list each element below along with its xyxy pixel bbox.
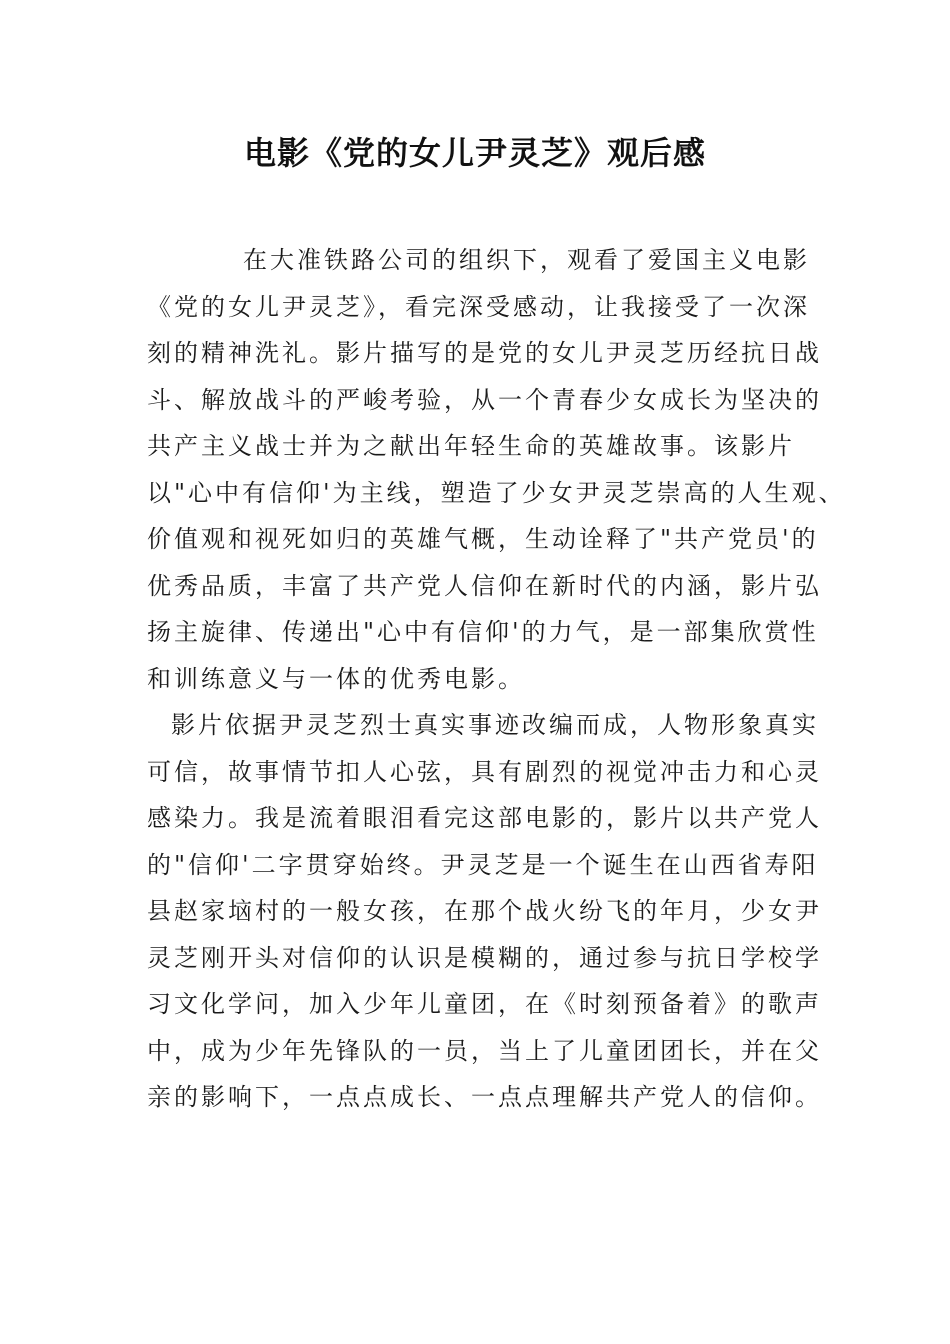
text-line: 优秀品质，丰富了共产党人信仰在新时代的内涵，影片弘 xyxy=(147,571,822,600)
text-line: 习文化学问，加入少年儿童团，在《时刻预备着》的歌声 xyxy=(147,990,822,1018)
text-line: 以"心中有信仰'为主线，塑造了少女尹灵芝崇高的人生观、 xyxy=(147,478,846,507)
text-line: 感染力。我是流着眼泪看完这部电影的，影片以共产党人 xyxy=(147,804,822,832)
document-body xyxy=(147,237,846,1121)
paragraph-2 xyxy=(147,702,822,1121)
text-line: 和训练意义与一体的优秀电影。 xyxy=(147,664,525,693)
text-line: 共产主义战士并为之献出年轻生命的英雄故事。该影片 xyxy=(147,432,795,460)
text-line: 斗、解放战斗的严峻考验，从一个青春少女成长为坚决的 xyxy=(147,385,822,414)
text-line: 的"信仰'二字贯穿始终。尹灵芝是一个诞生在山西省寿阳 xyxy=(147,850,819,879)
text-line: 刻的精神洗礼。影片描写的是党的女儿尹灵芝历经抗日战 xyxy=(147,339,822,367)
text-line: 可信，故事情节扣人心弦，具有剧烈的视觉冲击力和心灵 xyxy=(147,757,822,786)
document-title: 电影《党的女儿尹灵芝》观后感 xyxy=(243,134,706,172)
text-line: 价值观和视死如归的英雄气概，生动诠释了"共产党员'的 xyxy=(147,525,819,553)
text-line: 中，成为少年先锋队的一员，当上了儿童团团长，并在父 xyxy=(147,1036,822,1065)
text-line: 《党的女儿尹灵芝》，看完深受感动，让我接受了一次深 xyxy=(147,292,810,321)
text-line: 亲的影响下，一点点成长、一点点理解共产党人的信仰。 xyxy=(147,1083,822,1111)
text-line: 在大准铁路公司的组织下，观看了爱国主义电影 xyxy=(243,246,810,274)
paragraph-1 xyxy=(147,237,846,702)
text-line: 灵芝刚开头对信仰的认识是模糊的，通过参与抗日学校学 xyxy=(147,943,822,972)
text-line: 影片依据尹灵芝烈士真实事迹改编而成，人物形象真实 xyxy=(171,711,819,739)
text-line: 扬主旋律、传递出"心中有信仰'的力气，是一部集欣赏性 xyxy=(147,618,819,646)
text-line: 县赵家垴村的一般女孩，在那个战火纷飞的年月，少女尹 xyxy=(147,897,822,925)
